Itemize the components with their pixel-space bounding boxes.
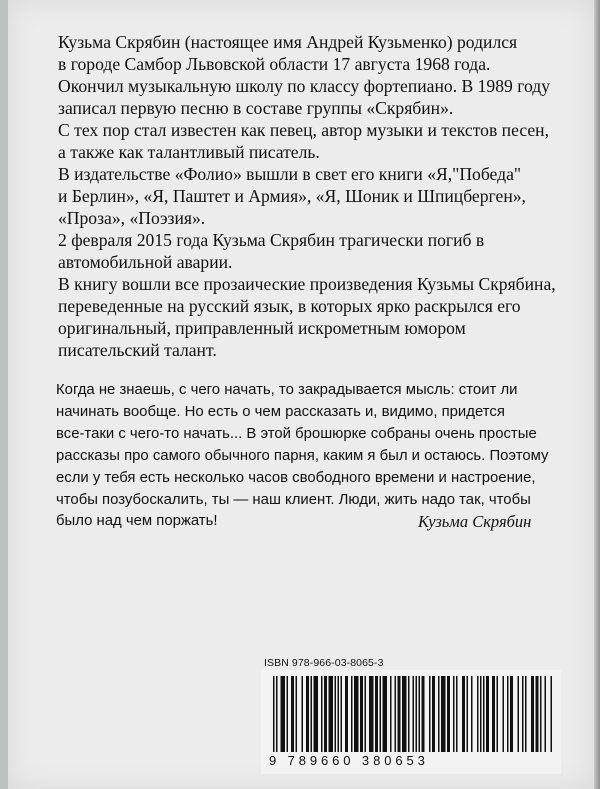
bio-line: и Берлин», «Я, Паштет и Армия», «Я, Шоник и Шпицберген», [58, 186, 526, 206]
bio-line: записал первую песню в составе группы «Скрябин». [58, 98, 454, 118]
bio-line: 2 февраля 2015 года Кузьма Скрябин трагически погиб в [58, 230, 485, 250]
book-back-cover [8, 0, 594, 789]
bio-line: В издательстве «Фолио» вышли в свет его книги «Я,"Победа" [58, 164, 522, 184]
barcode-bars [261, 670, 561, 754]
quote-signature: Кузьма Скрябин [418, 512, 532, 531]
bio-line: писательский талант. [58, 340, 217, 360]
bio-line: оригинальный, приправленный искрометным юмором [58, 318, 466, 338]
bio-line: переведенные на русский язык, в которых ярко раскрылся его [58, 296, 521, 316]
barcode-digits: 9 789660 380653 [269, 753, 429, 768]
quote-line: чтобы позубоскалить, ты — наш клиент. Люди, жить надо так, чтобы [56, 491, 531, 508]
bio-line: Кузьма Скрябин (настоящее имя Андрей Кузьменко) родился [58, 32, 518, 52]
bio-line: в городе Самбор Львовской области 17 августа 1968 года. [58, 54, 491, 74]
author-quote [56, 380, 581, 533]
quote-line: рассказы про самого обычного парня, каким я был и остаюсь. Поэтому [56, 447, 549, 464]
quote-line: если у тебя есть несколько часов свободного времени и настроение, [56, 469, 536, 486]
bio-line: Окончил музыкальную школу по классу фортепиано. В 1989 году [58, 76, 551, 96]
barcode [261, 670, 561, 774]
isbn-label: ISBN 978-966-03-8065-3 [264, 657, 384, 669]
bio-line: «Проза», «Поэзия». [58, 208, 206, 228]
quote-line: Когда не знаешь, с чего начать, то закрадывается мысль: стоит ли [56, 382, 518, 398]
quote-line: было над чем поржать! [56, 513, 218, 530]
quote-line: начинать вообще. Но есть о чем рассказать и, видимо, придется [56, 403, 505, 420]
author-bio [58, 31, 578, 361]
page-edge [594, 0, 600, 789]
bio-line: а также как талантливый писатель. [58, 142, 320, 162]
quote-line: все-таки с чего-то начать... В этой брошюрке собраны очень простые [56, 425, 537, 442]
bio-line: С тех пор стал известен как певец, автор музыки и текстов песен, [58, 120, 549, 140]
bio-line: В книгу вошли все прозаические произведения Кузьмы Скрябина, [58, 274, 556, 294]
bio-line: автомобильной аварии. [58, 252, 233, 272]
